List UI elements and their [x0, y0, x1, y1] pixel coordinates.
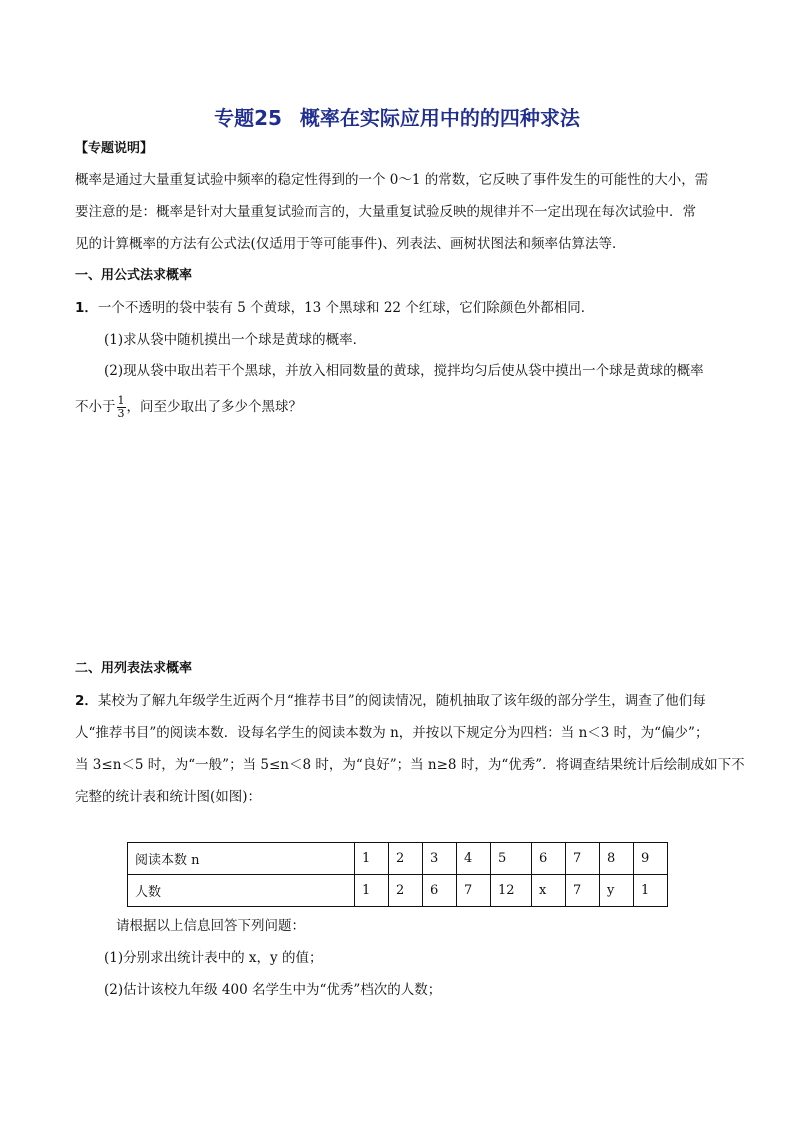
title-prefix: 专题25 — [214, 106, 282, 130]
intro-line-2: 要注意的是：概率是针对大量重复试验而言的，大量重复试验反映的规律并不一定出现在每次试验中．常 — [75, 204, 696, 220]
question-1 — [75, 294, 594, 322]
question-1-part-2-line-2 — [75, 393, 302, 421]
question-2-number: 2． — [75, 693, 98, 709]
table-cell: 12 — [491, 875, 532, 907]
table-cell: y — [600, 875, 634, 907]
table-cell: 4 — [457, 843, 491, 875]
intro-line-3: 见的计算概率的方法有公式法(仅适用于等可能事件)、列表法、画树状图法和频率估算法等． — [75, 236, 626, 252]
intro-label: 【专题说明】 — [75, 141, 154, 156]
question-1-part-1: (1)求从袋中随机摸出一个球是黄球的概率． — [104, 332, 367, 348]
table-cell: 1 — [634, 875, 668, 907]
fraction-one-third — [117, 395, 126, 420]
fraction-denominator: 3 — [117, 407, 125, 420]
page-title — [0, 102, 794, 131]
table-cell: 8 — [600, 843, 634, 875]
table-cell: 2 — [389, 875, 423, 907]
table-cell: 1 — [355, 843, 389, 875]
table-cell: 6 — [423, 875, 457, 907]
table-cell: 5 — [491, 843, 532, 875]
table-cell: 7 — [566, 875, 600, 907]
table-cell: 9 — [634, 843, 668, 875]
question-2-line-2: 人“推荐书目”的阅读本数．设每名学生的阅读本数为 n，并按以下规定分为四档：当 n＜3 时，为“偏少”； — [75, 725, 709, 741]
fraction-numerator: 1 — [117, 394, 125, 407]
table-row-header: 人数 — [128, 875, 355, 907]
part-2-suffix: ，问至少取出了多少个黑球？ — [126, 399, 302, 415]
table-cell: x — [532, 875, 566, 907]
table-row — [128, 875, 668, 907]
table-row — [128, 843, 668, 875]
question-1-text: 一个不透明的袋中装有 5 个黄球，13 个黑球和 22 个红球，它们除颜色外都相同． — [97, 300, 595, 316]
question-2-line-4: 完整的统计表和统计图(如图)： — [75, 789, 262, 805]
table-cell: 7 — [566, 843, 600, 875]
table-cell: 1 — [355, 875, 389, 907]
question-2-line-1 — [75, 687, 706, 715]
reading-stats-table — [127, 842, 668, 907]
question-2-text-1: 某校为了解九年级学生近两个月“推荐书目”的阅读情况，随机抽取了该年级的部分学生，调查了他们每 — [97, 693, 706, 709]
question-2-part-1: (1)分别求出统计表中的 x，y 的值； — [104, 950, 323, 966]
question-2-part-2: (2)估计该校九年级 400 名学生中为“优秀”档次的人数； — [104, 982, 442, 998]
section2-heading: 二、用列表法求概率 — [75, 661, 193, 676]
table-cell: 7 — [457, 875, 491, 907]
part-2-prefix: 不小于 — [75, 399, 116, 415]
table-cell: 2 — [389, 843, 423, 875]
question-1-part-2-line-1: (2)现从袋中取出若干个黑球，并放入相同数量的黄球，搅拌均匀后使从袋中摸出一个球是黄球的概率 — [104, 363, 704, 379]
intro-line-1: 概率是通过大量重复试验中频率的稳定性得到的一个 0～1 的常数，它反映了事件发生的可能性的大小，需 — [75, 172, 709, 188]
title-main: 概率在实际应用中的的四种求法 — [299, 106, 580, 130]
question-1-number: 1． — [75, 300, 98, 316]
section1-heading: 一、用公式法求概率 — [75, 268, 193, 283]
table-cell: 6 — [532, 843, 566, 875]
question-2-line-3: 当 3≤n＜5 时，为“一般”；当 5≤n＜8 时，为“良好”；当 n≥8 时，为“优秀”．将调查结果统计后绘制成如下不 — [75, 757, 745, 773]
table-cell: 3 — [423, 843, 457, 875]
question-2-prompt: 请根据以上信息回答下列问题： — [116, 918, 305, 934]
table-row-header: 阅读本数 n — [128, 843, 355, 875]
